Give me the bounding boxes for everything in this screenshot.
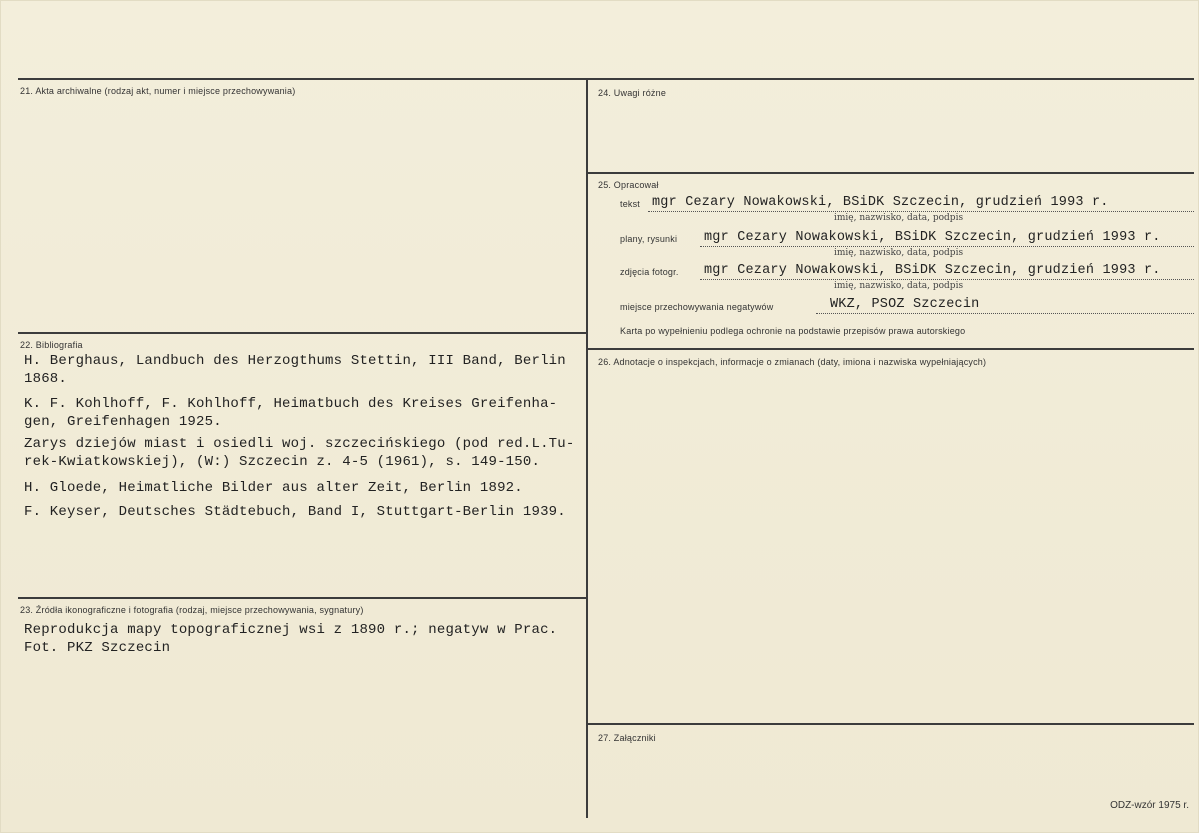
- field-zdjecia-caption: imię, nazwisko, data, podpis: [834, 281, 964, 291]
- bibliography-entry: Zarys dziejów miast i osiedli woj. szczecińskiego (pod red.L.Tu- rek-Kwiatkowskiej), (W:) Szczecin z. 4-5 (1961), s. 149-150.: [24, 436, 575, 470]
- bibliography-entry: K. F. Kohlhoff, F. Kohlhoff, Heimatbuch des Kreises Greifenha- gen, Greifenhagen 1925.: [24, 396, 558, 430]
- section-25-label: 25. Opracował: [598, 180, 659, 190]
- section-23-label: 23. Źródła ikonograficzne i fotografia (rodzaj, miejsce przechowywania, sygnatury): [20, 605, 364, 615]
- rule-26: [588, 348, 1194, 350]
- bibliography-entry: H. Berghaus, Landbuch des Herzogthums Stettin, III Band, Berlin 1868.: [24, 353, 566, 387]
- iconography-entry: Reprodukcja mapy topograficznej wsi z 1890 r.; negatyw w Prac. Fot. PKZ Szczecin: [24, 622, 558, 656]
- section-22-label: 22. Bibliografia: [20, 340, 83, 350]
- bibliography-entry: F. Keyser, Deutsches Städtebuch, Band I, Stuttgart-Berlin 1939.: [24, 504, 566, 520]
- rule-23: [18, 597, 588, 599]
- rule-22: [18, 332, 588, 334]
- rule-27: [588, 723, 1194, 725]
- top-rule: [18, 78, 1194, 80]
- bibliography-entry: H. Gloede, Heimatliche Bilder aus alter Zeit, Berlin 1892.: [24, 480, 523, 496]
- section-27-label: 27. Załączniki: [598, 733, 656, 743]
- center-divider: [586, 78, 588, 818]
- section-24-label: 24. Uwagi różne: [598, 88, 667, 98]
- rule-25: [588, 172, 1194, 174]
- field-tekst-label: tekst: [620, 199, 641, 209]
- field-tekst-value: mgr Cezary Nowakowski, BSiDK Szczecin, grudzień 1993 r.: [652, 195, 1109, 210]
- field-plany-value: mgr Cezary Nowakowski, BSiDK Szczecin, grudzień 1993 r.: [704, 230, 1161, 245]
- form-footer: ODZ-wzór 1975 r.: [1110, 800, 1189, 811]
- copyright-note: Karta po wypełnieniu podlega ochronie na podstawie przepisów prawa autorskiego: [620, 326, 966, 336]
- negatives-label: miejsce przechowywania negatywów: [620, 302, 774, 312]
- field-zdjecia-value: mgr Cezary Nowakowski, BSiDK Szczecin, grudzień 1993 r.: [704, 263, 1161, 278]
- field-zdjecia-label: zdjęcia fotogr.: [620, 267, 679, 277]
- section-21-label: 21. Akta archiwalne (rodzaj akt, numer i miejsce przechowywania): [20, 86, 296, 96]
- section-26-label: 26. Adnotacje o inspekcjach, informacje o zmianach (daty, imiona i nazwiska wypełniających): [598, 357, 987, 367]
- field-tekst-caption: imię, nazwisko, data, podpis: [834, 213, 964, 223]
- field-plany-label: plany, rysunki: [620, 234, 678, 244]
- negatives-value: WKZ, PSOZ Szczecin: [830, 297, 980, 312]
- field-plany-caption: imię, nazwisko, data, podpis: [834, 248, 964, 258]
